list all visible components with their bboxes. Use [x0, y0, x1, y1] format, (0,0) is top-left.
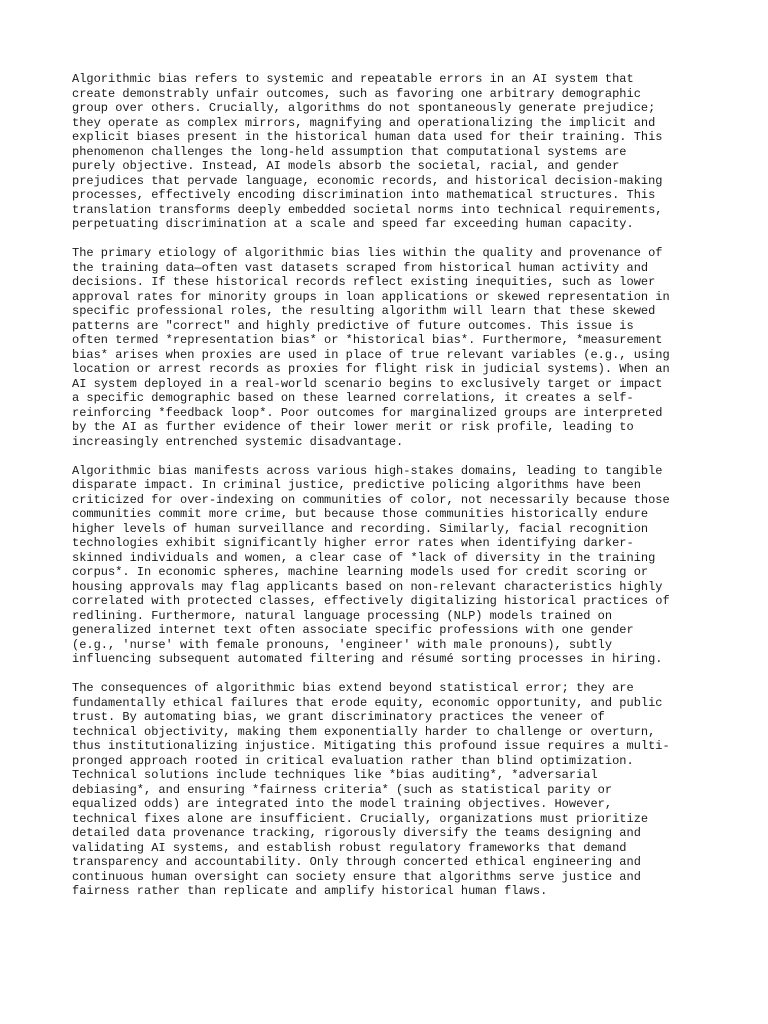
paragraph-etiology: The primary etiology of algorithmic bias lies within the quality and provenance of the training data—often vast datasets scraped from historical human activity and decisions. If these historical records reflect existing inequities, such as lower approval rates for minority groups in loan applications or skewed representation in specific professional roles, the resulting algorithm will learn that these skewed patterns are "correct" and highly predictive of future outcomes. This issue is often termed *representation bias* or *historical bias*. Furthermore, *measurement bias* arises when proxies are used in place of true relevant variables (e.g., using location or arrest records as proxies for flight risk in judicial systems). When an AI system deployed in a real-world scenario begins to exclusively target or impact a specific demographic based on these learned correlations, it creates a self- reinforcing *feedback loop*. Poor outcomes for marginalized groups are interpreted by the AI as further evidence of their lower merit or risk profile, leading to increasingly entrenched systemic disadvantage. [72, 246, 670, 449]
paragraph-manifestations: Algorithmic bias manifests across various high-stakes domains, leading to tangible disparate impact. In criminal justice, predictive policing algorithms have been criticized for over-indexing on communities of color, not necessarily because those communities commit more crime, but because those communities historically endure higher levels of human surveillance and recording. Similarly, facial recognition technologies exhibit significantly higher error rates when identifying darker- skinned individuals and women, a clear case of *lack of diversity in the training corpus*. In economic spheres, machine learning models used for credit scoring or housing approvals may flag applicants based on non-relevant characteristics highly correlated with protected classes, effectively digitalizing historical practices of redlining. Furthermore, natural language processing (NLP) models trained on generalized internet text often associate specific professions with one gender (e.g., 'nurse' with female pronouns, 'engineer' with male pronouns), subtly influencing subsequent automated filtering and résumé sorting processes in hiring. [72, 463, 670, 666]
paragraph-consequences: The consequences of algorithmic bias extend beyond statistical error; they are fundamentally ethical failures that erode equity, economic opportunity, and public trust. By automating bias, we grant discriminatory practices the veneer of technical objectivity, making them exponentially harder to challenge or overturn, thus institutionalizing injustice. Mitigating this profound issue requires a multi- pronged approach rooted in critical evaluation rather than blind optimization. Technical solutions include techniques like *bias auditing*, *adversarial debiasing*, and ensuring *fairness criteria* (such as statistical parity or equalized odds) are integrated into the model training objectives. However, technical fixes alone are insufficient. Crucially, organizations must prioritize detailed data provenance tracking, rigorously diversify the teams designing and validating AI systems, and establish robust regulatory frameworks that demand transparency and accountability. Only through concerted ethical engineering and continuous human oversight can society ensure that algorithms serve justice and fairness rather than replicate and amplify historical human flaws. [72, 681, 670, 898]
paragraph-definition: Algorithmic bias refers to systemic and repeatable errors in an AI system that create demonstrably unfair outcomes, such as favoring one arbitrary demographic group over others. Crucially, algorithms do not spontaneously generate prejudice; they operate as complex mirrors, magnifying and operationalizing the implicit and explicit biases present in the historical human data used for their training. This phenomenon challenges the long-held assumption that computational systems are purely objective. Instead, AI models absorb the societal, racial, and gender prejudices that pervade language, economic records, and historical decision-making processes, effectively encoding discrimination into mathematical structures. This translation transforms deeply embedded societal norms into technical requirements, perpetuating discrimination at a scale and speed far exceeding human capacity. [72, 72, 663, 231]
document-body [72, 72, 702, 913]
